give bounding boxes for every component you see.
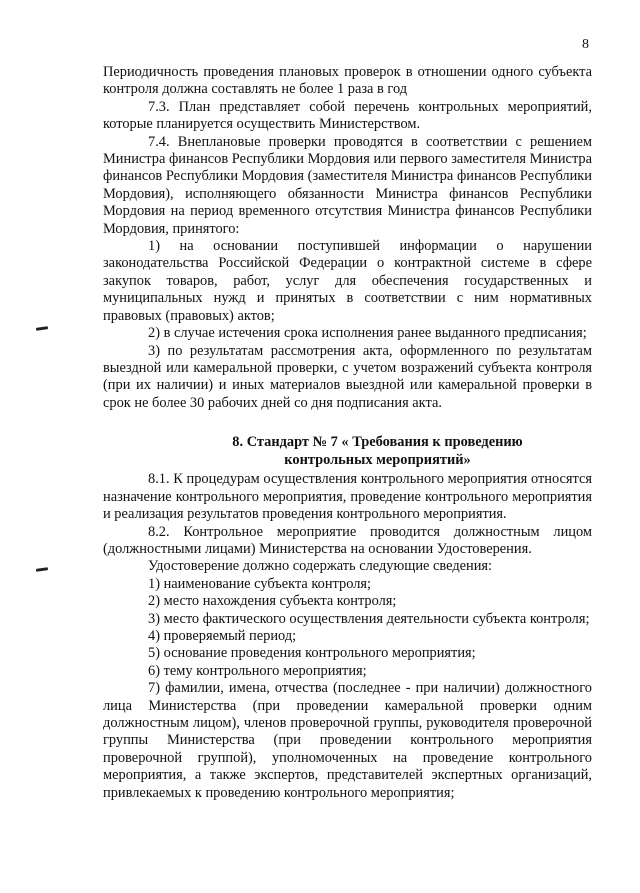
binding-mark [36,326,48,331]
paragraph-7-3: 7.3. План представляет собой перечень контрольных мероприятий, которые планируется осуществить Министерством. [103,98,592,133]
section-heading [103,434,592,469]
page-number: 8 [582,37,589,52]
paragraph-7-4: 7.4. Внеплановые проверки проводятся в соответствии с решением Министра финансов Республики Мордовия или первого заместителя Министра финансов Республики Мордовия (заместителя Министра финансов Республики Мордовия), исполняющего обязанности Министра финансов Республики Мордовия на период временного отсутствия Министра финансов Республики Мордовия, принятого: [103,133,592,237]
certificate-item: 1) наименование субъекта контроля; [148,575,372,592]
section-heading-line2: контрольных мероприятий» [284,451,471,468]
paragraph-8-1: 8.1. К процедурам осуществления контрольного мероприятия относятся назначение контрольного мероприятия, проведение контрольного мероприятия и реализация результатов проведения контрольного мероприятия. [103,471,592,523]
binding-mark [36,567,48,572]
certificate-intro: Удостоверение должно содержать следующие сведения: [148,558,493,575]
paragraph-periodicity: Периодичность проведения плановых проверок в отношении одного субъекта контроля должна составлять не более 1 раза в год [103,64,592,98]
certificate-item: 5) основание проведения контрольного мероприятия; [148,645,476,662]
certificate-item: 2) место нахождения субъекта контроля; [148,593,397,610]
paragraph-8-2: 8.2. Контрольное мероприятие проводится должностным лицом (должностными лицами) Министерства на основании Удостоверения. [103,523,592,557]
document-body [103,64,592,802]
certificate-item: 6) тему контрольного мероприятия; [148,662,367,679]
list-item-1: 1) на основании поступившей информации о нарушении законодательства Российской Федерации о контрактной системе в сфере закупок товаров, работ, услуг для обеспечения государственных и муниципальных нужд и принятых в соответствии с ним нормативных правовых (правовых) актов; [103,238,592,324]
list-item-2: 2) в случае истечения срока исполнения ранее выданного предписания; [148,325,587,342]
certificate-item: 4) проверяемый период; [148,627,297,644]
certificate-item: 7) фамилии, имена, отчества (последнее - при наличии) должностного лица Министерства (при проведении камеральной проверки одним должностным лицом), членов проверочной группы, руководителя проверочной группы Министерства (при проведении контрольного мероприятия проверочной группой), уполномоченных на проведение контрольного мероприятия, а также экспертов, представителей экспертных организаций, привлекаемых к проведению контрольного мероприятия; [103,680,592,801]
section-heading-line1: 8. Стандарт № 7 « Требования к проведению [232,434,523,451]
list-item-3: 3) по результатам рассмотрения акта, оформленного по результатам выездной или камеральной проверки, с учетом возражений субъекта контроля (при их наличии) и иных материалов выездной или камеральной проверки в срок не более 30 рабочих дней со дня подписания акта. [103,342,592,411]
certificate-item: 3) место фактического осуществления деятельности субъекта контроля; [148,610,590,627]
